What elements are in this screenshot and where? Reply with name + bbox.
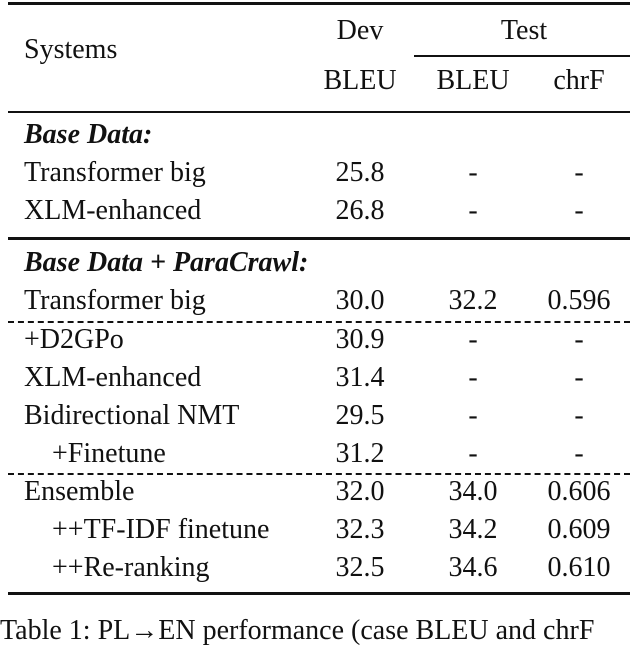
system-name: ++TF-IDF finetune [52,514,270,545]
dev-bleu-value: 26.8 [335,195,385,226]
dev-bleu-value: 32.5 [335,552,385,583]
header-test: Test [500,15,548,46]
top-rule [8,2,630,5]
chrf-value: - [574,362,584,393]
system-name: Transformer big [24,285,206,316]
header-rule [8,111,630,113]
table-caption: Table 1: PL→EN performance (case BLEU and chrF [0,615,595,646]
system-name: XLM-enhanced [24,362,202,393]
header-systems: Systems [24,34,118,65]
system-name: +Finetune [52,438,166,469]
system-name: +D2GPo [24,324,124,355]
system-name: Ensemble [24,476,135,507]
chrf-value: - [574,157,584,188]
dev-bleu-value: 25.8 [335,157,385,188]
dev-bleu-value: 31.4 [335,362,385,393]
test-bleu-value: 34.6 [448,552,498,583]
test-cmidrule [414,55,630,57]
dev-bleu-value: 32.0 [335,476,385,507]
test-bleu-value: - [468,324,478,355]
system-name: Transformer big [24,157,206,188]
chrf-value: 0.610 [547,552,611,583]
chrf-value: - [574,324,584,355]
test-bleu-value: 32.2 [448,285,498,316]
test-bleu-value: - [468,400,478,431]
section-title: Base Data + ParaCrawl: [24,247,309,278]
header-dev-bleu: BLEU [323,65,397,96]
bottom-rule [8,592,630,595]
test-bleu-value: - [468,362,478,393]
test-bleu-value: 34.0 [448,476,498,507]
test-bleu-value: - [468,195,478,226]
chrf-value: 0.596 [547,285,611,316]
test-bleu-value: - [468,157,478,188]
header-test-bleu: BLEU [436,65,510,96]
system-name: Bidirectional NMT [24,400,240,431]
chrf-value: - [574,400,584,431]
dev-bleu-value: 30.9 [335,324,385,355]
dev-bleu-value: 32.3 [335,514,385,545]
system-name: ++Re-ranking [52,552,210,583]
dev-bleu-value: 31.2 [335,438,385,469]
section-rule [8,237,630,240]
chrf-value: - [574,438,584,469]
system-name: XLM-enhanced [24,195,202,226]
test-bleu-value: 34.2 [448,514,498,545]
header-dev: Dev [336,15,384,46]
dev-bleu-value: 29.5 [335,400,385,431]
section-title: Base Data: [24,119,153,150]
chrf-value: 0.606 [547,476,611,507]
chrf-value: 0.609 [547,514,611,545]
test-bleu-value: - [468,438,478,469]
header-test-chrf: chrF [553,65,605,96]
dev-bleu-value: 30.0 [335,285,385,316]
chrf-value: - [574,195,584,226]
